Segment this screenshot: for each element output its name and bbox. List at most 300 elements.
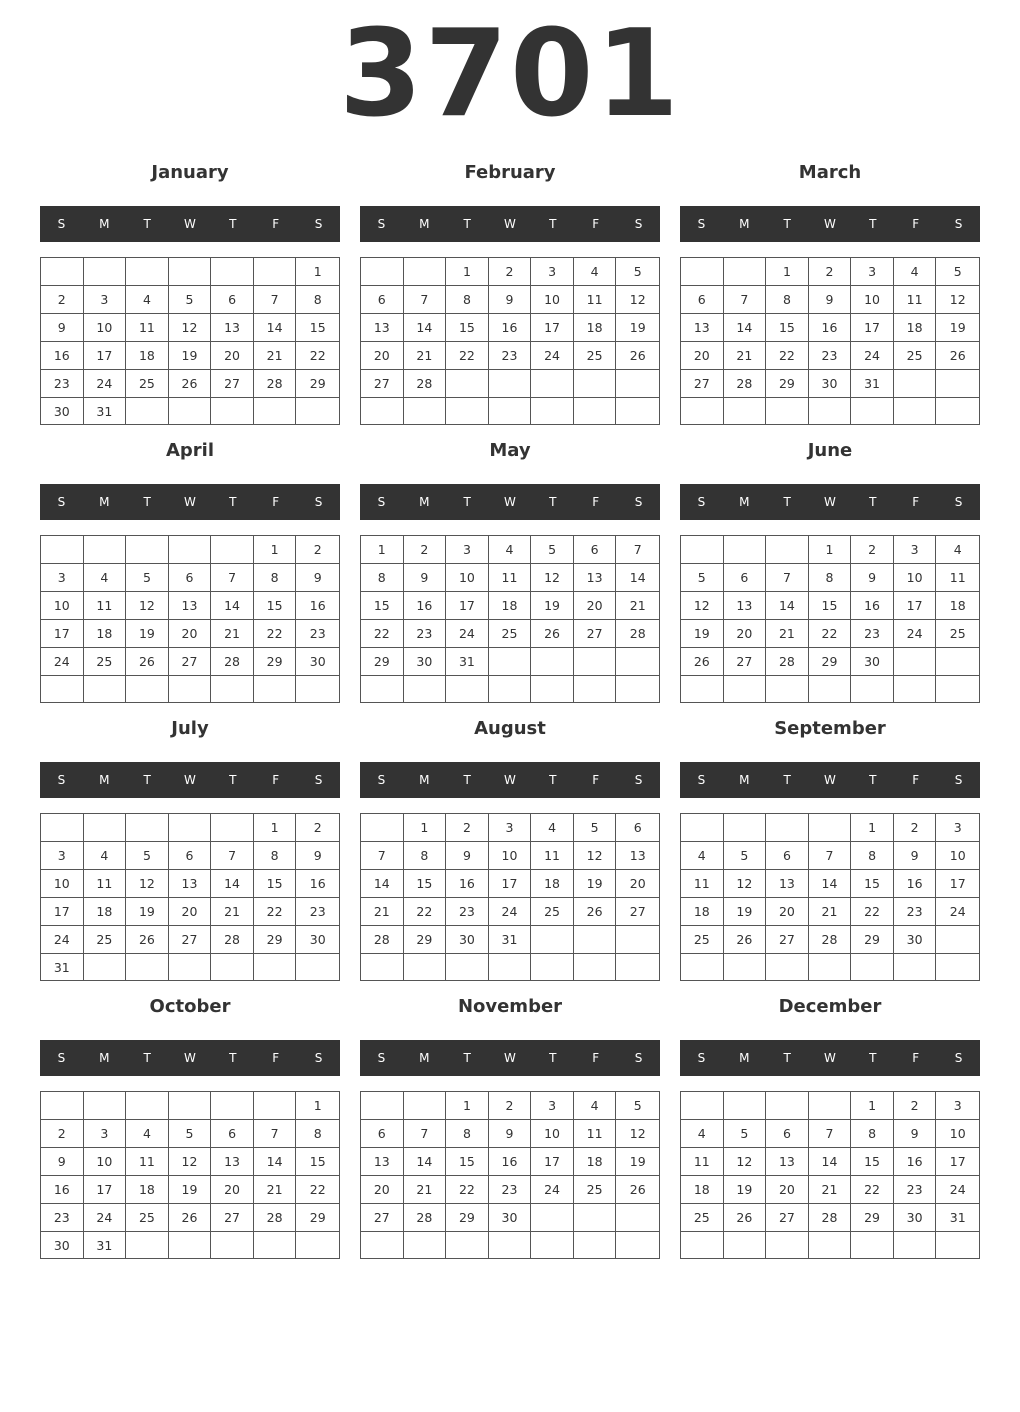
day-cell: 30 xyxy=(296,648,339,676)
weekday-label: M xyxy=(99,495,110,509)
weekday-label: T xyxy=(549,1051,557,1065)
day-cell: 13 xyxy=(361,1148,404,1176)
day-cell xyxy=(616,926,659,954)
weekday-label: W xyxy=(504,1051,516,1065)
day-cell: 24 xyxy=(894,620,937,648)
day-cell xyxy=(681,536,724,564)
day-cell: 4 xyxy=(489,536,532,564)
day-cell: 17 xyxy=(84,1176,127,1204)
day-cell: 12 xyxy=(936,286,979,314)
day-cell: 7 xyxy=(766,564,809,592)
day-cell: 2 xyxy=(296,814,339,842)
day-cell: 26 xyxy=(724,926,767,954)
day-grid xyxy=(40,813,340,981)
weekday-header xyxy=(680,1040,980,1076)
weekday-label: T xyxy=(783,1051,791,1065)
day-cell xyxy=(489,954,532,980)
weekday-header xyxy=(360,484,660,520)
day-cell: 10 xyxy=(894,564,937,592)
day-cell: 26 xyxy=(126,648,169,676)
weekday-label: T xyxy=(463,773,471,787)
day-cell: 7 xyxy=(254,286,297,314)
day-cell xyxy=(446,398,489,424)
day-cell: 23 xyxy=(296,898,339,926)
weekday-label: S xyxy=(57,217,66,231)
day-cell: 18 xyxy=(574,1148,617,1176)
day-cell xyxy=(169,1092,212,1120)
day-cell: 17 xyxy=(446,592,489,620)
day-cell xyxy=(809,954,852,980)
day-cell: 19 xyxy=(126,620,169,648)
day-cell: 30 xyxy=(446,926,489,954)
day-cell: 30 xyxy=(809,370,852,398)
year-title: 3701 xyxy=(339,5,681,144)
day-cell: 7 xyxy=(724,286,767,314)
weekday-label: S xyxy=(634,217,643,231)
day-cell xyxy=(766,1092,809,1120)
day-cell: 15 xyxy=(851,1148,894,1176)
weekday-label: S xyxy=(697,217,706,231)
weekday-label: T xyxy=(783,217,791,231)
day-cell: 16 xyxy=(894,870,937,898)
day-cell: 3 xyxy=(446,536,489,564)
day-cell: 19 xyxy=(531,592,574,620)
day-cell: 13 xyxy=(766,1148,809,1176)
day-cell: 23 xyxy=(851,620,894,648)
weekday-label: S xyxy=(57,773,66,787)
day-cell: 24 xyxy=(936,898,979,926)
day-cell xyxy=(766,954,809,980)
day-cell: 19 xyxy=(616,1148,659,1176)
day-cell: 7 xyxy=(616,536,659,564)
day-cell: 18 xyxy=(936,592,979,620)
day-cell: 20 xyxy=(681,342,724,370)
day-cell: 21 xyxy=(809,1176,852,1204)
weekday-label: M xyxy=(739,217,750,231)
day-cell: 1 xyxy=(254,814,297,842)
day-cell xyxy=(531,398,574,424)
day-cell: 27 xyxy=(766,1204,809,1232)
day-cell: 22 xyxy=(809,620,852,648)
day-cell: 26 xyxy=(616,342,659,370)
day-cell: 28 xyxy=(361,926,404,954)
day-cell: 21 xyxy=(211,898,254,926)
day-cell: 2 xyxy=(851,536,894,564)
day-cell xyxy=(851,954,894,980)
weekday-label: S xyxy=(634,495,643,509)
day-cell: 1 xyxy=(254,536,297,564)
weekday-label: M xyxy=(739,495,750,509)
day-cell: 22 xyxy=(446,1176,489,1204)
weekday-label: T xyxy=(229,1051,237,1065)
day-cell: 24 xyxy=(489,898,532,926)
day-cell xyxy=(404,676,447,702)
day-cell: 15 xyxy=(296,1148,339,1176)
day-cell: 2 xyxy=(41,286,84,314)
day-cell: 19 xyxy=(574,870,617,898)
day-cell: 16 xyxy=(489,314,532,342)
day-cell xyxy=(489,1232,532,1258)
day-cell: 15 xyxy=(766,314,809,342)
day-cell: 3 xyxy=(41,842,84,870)
day-cell xyxy=(809,1232,852,1258)
day-cell: 31 xyxy=(446,648,489,676)
day-cell xyxy=(361,814,404,842)
day-cell: 6 xyxy=(169,842,212,870)
day-cell: 3 xyxy=(936,814,979,842)
day-cell: 4 xyxy=(574,1092,617,1120)
weekday-label: T xyxy=(869,217,877,231)
day-cell xyxy=(681,676,724,702)
day-cell xyxy=(724,1232,767,1258)
day-cell: 16 xyxy=(41,1176,84,1204)
day-cell: 24 xyxy=(84,370,127,398)
day-cell: 14 xyxy=(616,564,659,592)
day-cell xyxy=(254,1232,297,1259)
day-cell xyxy=(126,954,169,981)
day-cell xyxy=(41,676,84,702)
day-cell xyxy=(361,398,404,424)
day-cell xyxy=(574,648,617,676)
day-cell: 3 xyxy=(84,286,127,314)
day-cell: 21 xyxy=(254,1176,297,1204)
day-cell: 29 xyxy=(296,1204,339,1232)
day-cell: 17 xyxy=(41,620,84,648)
day-cell xyxy=(724,954,767,980)
day-cell xyxy=(361,1232,404,1258)
weekday-header xyxy=(680,762,980,798)
day-cell: 18 xyxy=(681,898,724,926)
day-cell: 18 xyxy=(126,1176,169,1204)
day-cell: 8 xyxy=(361,564,404,592)
weekday-label: S xyxy=(697,1051,706,1065)
day-cell: 4 xyxy=(531,814,574,842)
day-cell: 28 xyxy=(211,648,254,676)
weekday-header xyxy=(40,1040,340,1076)
day-cell xyxy=(766,814,809,842)
day-cell: 11 xyxy=(84,870,127,898)
day-cell xyxy=(574,926,617,954)
day-cell: 18 xyxy=(681,1176,724,1204)
day-cell: 15 xyxy=(254,870,297,898)
weekday-label: M xyxy=(419,1051,430,1065)
day-cell xyxy=(211,1092,254,1120)
weekday-label: S xyxy=(954,1051,963,1065)
day-cell: 13 xyxy=(766,870,809,898)
day-cell: 14 xyxy=(404,1148,447,1176)
day-cell: 19 xyxy=(936,314,979,342)
day-cell: 21 xyxy=(724,342,767,370)
weekday-label: S xyxy=(57,1051,66,1065)
day-cell xyxy=(531,1232,574,1258)
day-cell: 11 xyxy=(489,564,532,592)
day-cell: 4 xyxy=(894,258,937,286)
day-cell: 31 xyxy=(489,926,532,954)
day-cell: 14 xyxy=(211,870,254,898)
day-cell: 12 xyxy=(616,286,659,314)
day-cell: 6 xyxy=(724,564,767,592)
day-cell xyxy=(809,676,852,702)
weekday-label: S xyxy=(954,495,963,509)
day-grid xyxy=(360,535,660,703)
day-cell xyxy=(211,814,254,842)
day-cell: 12 xyxy=(724,1148,767,1176)
day-cell: 8 xyxy=(404,842,447,870)
weekday-label: T xyxy=(549,495,557,509)
day-cell: 16 xyxy=(894,1148,937,1176)
day-cell: 22 xyxy=(851,1176,894,1204)
day-cell xyxy=(41,536,84,564)
day-cell: 6 xyxy=(766,842,809,870)
weekday-label: M xyxy=(739,1051,750,1065)
day-cell: 10 xyxy=(936,1120,979,1148)
day-cell: 26 xyxy=(169,370,212,398)
day-cell: 17 xyxy=(531,1148,574,1176)
day-cell: 23 xyxy=(809,342,852,370)
day-cell xyxy=(616,1232,659,1258)
day-cell xyxy=(809,814,852,842)
day-cell: 21 xyxy=(809,898,852,926)
day-cell: 22 xyxy=(851,898,894,926)
day-cell: 26 xyxy=(126,926,169,954)
day-cell: 24 xyxy=(41,926,84,954)
day-cell: 30 xyxy=(404,648,447,676)
weekday-label: M xyxy=(99,773,110,787)
day-cell: 8 xyxy=(446,1120,489,1148)
day-cell xyxy=(254,676,297,702)
day-cell xyxy=(169,536,212,564)
day-cell: 12 xyxy=(681,592,724,620)
day-grid xyxy=(40,535,340,703)
day-cell: 6 xyxy=(211,286,254,314)
day-cell: 8 xyxy=(809,564,852,592)
day-cell: 31 xyxy=(84,1232,127,1259)
day-cell: 28 xyxy=(404,1204,447,1232)
day-cell: 7 xyxy=(809,842,852,870)
day-cell xyxy=(169,258,212,286)
day-cell: 29 xyxy=(404,926,447,954)
weekday-label: M xyxy=(739,773,750,787)
day-cell: 10 xyxy=(41,592,84,620)
day-cell: 18 xyxy=(574,314,617,342)
day-cell: 19 xyxy=(681,620,724,648)
day-cell: 5 xyxy=(616,258,659,286)
day-cell: 25 xyxy=(681,1204,724,1232)
day-cell: 29 xyxy=(361,648,404,676)
day-cell: 15 xyxy=(296,314,339,342)
day-cell: 2 xyxy=(296,536,339,564)
day-cell xyxy=(126,814,169,842)
day-cell: 8 xyxy=(296,1120,339,1148)
day-cell: 27 xyxy=(616,898,659,926)
day-cell xyxy=(404,398,447,424)
day-cell xyxy=(211,258,254,286)
day-cell xyxy=(809,398,852,424)
day-cell: 20 xyxy=(766,898,809,926)
month-name: December xyxy=(778,996,882,1017)
day-cell: 1 xyxy=(809,536,852,564)
day-grid xyxy=(360,1091,660,1259)
weekday-label: T xyxy=(229,773,237,787)
day-cell: 15 xyxy=(404,870,447,898)
day-cell: 30 xyxy=(489,1204,532,1232)
day-cell: 2 xyxy=(404,536,447,564)
day-cell: 29 xyxy=(446,1204,489,1232)
day-cell: 12 xyxy=(574,842,617,870)
day-cell: 22 xyxy=(296,342,339,370)
day-cell: 8 xyxy=(254,842,297,870)
day-cell: 11 xyxy=(574,286,617,314)
day-cell xyxy=(724,398,767,424)
day-cell: 2 xyxy=(489,258,532,286)
day-cell: 22 xyxy=(254,620,297,648)
day-cell: 27 xyxy=(766,926,809,954)
weekday-label: T xyxy=(783,495,791,509)
day-cell: 14 xyxy=(254,314,297,342)
day-cell xyxy=(489,370,532,398)
weekday-label: W xyxy=(504,217,516,231)
day-cell: 27 xyxy=(724,648,767,676)
weekday-label: S xyxy=(314,1051,323,1065)
day-cell: 17 xyxy=(84,342,127,370)
day-cell: 7 xyxy=(404,286,447,314)
day-cell: 20 xyxy=(574,592,617,620)
day-cell: 16 xyxy=(446,870,489,898)
day-cell: 11 xyxy=(126,1148,169,1176)
day-cell: 9 xyxy=(489,286,532,314)
day-cell xyxy=(296,1232,339,1259)
day-cell xyxy=(531,926,574,954)
day-cell: 21 xyxy=(404,1176,447,1204)
day-cell: 3 xyxy=(84,1120,127,1148)
day-cell: 18 xyxy=(489,592,532,620)
day-cell xyxy=(531,370,574,398)
day-cell: 15 xyxy=(446,314,489,342)
day-cell: 28 xyxy=(724,370,767,398)
day-cell: 15 xyxy=(851,870,894,898)
day-cell xyxy=(169,676,212,702)
day-cell: 8 xyxy=(446,286,489,314)
day-cell: 17 xyxy=(531,314,574,342)
day-cell: 2 xyxy=(41,1120,84,1148)
day-cell: 25 xyxy=(84,648,127,676)
day-cell: 12 xyxy=(169,314,212,342)
month-name: February xyxy=(464,162,556,183)
weekday-label: T xyxy=(549,217,557,231)
day-cell: 27 xyxy=(211,370,254,398)
day-cell: 14 xyxy=(361,870,404,898)
weekday-label: W xyxy=(504,773,516,787)
day-cell: 10 xyxy=(446,564,489,592)
day-cell: 14 xyxy=(254,1148,297,1176)
day-cell xyxy=(616,370,659,398)
weekday-label: W xyxy=(824,495,836,509)
day-cell: 8 xyxy=(296,286,339,314)
day-cell xyxy=(404,258,447,286)
day-cell: 28 xyxy=(211,926,254,954)
day-cell xyxy=(681,814,724,842)
day-cell: 23 xyxy=(894,898,937,926)
day-cell xyxy=(681,258,724,286)
weekday-header xyxy=(40,762,340,798)
day-cell xyxy=(41,1092,84,1120)
day-cell: 8 xyxy=(851,842,894,870)
day-cell: 10 xyxy=(936,842,979,870)
day-cell: 9 xyxy=(404,564,447,592)
day-cell: 9 xyxy=(296,564,339,592)
day-cell: 22 xyxy=(404,898,447,926)
weekday-label: F xyxy=(912,217,920,231)
day-cell xyxy=(361,258,404,286)
day-cell: 4 xyxy=(681,842,724,870)
day-cell: 21 xyxy=(616,592,659,620)
day-cell: 10 xyxy=(41,870,84,898)
day-cell xyxy=(616,398,659,424)
weekday-label: W xyxy=(504,495,516,509)
day-cell: 27 xyxy=(361,370,404,398)
day-cell xyxy=(894,954,937,980)
day-cell: 10 xyxy=(851,286,894,314)
day-cell xyxy=(254,954,297,981)
day-cell: 17 xyxy=(936,1148,979,1176)
day-cell xyxy=(809,1092,852,1120)
weekday-label: S xyxy=(954,217,963,231)
weekday-label: M xyxy=(419,773,430,787)
weekday-header xyxy=(40,206,340,242)
day-cell xyxy=(766,536,809,564)
day-cell xyxy=(766,676,809,702)
day-cell: 18 xyxy=(531,870,574,898)
day-cell xyxy=(936,370,979,398)
day-cell: 23 xyxy=(446,898,489,926)
weekday-label: M xyxy=(99,217,110,231)
day-cell: 5 xyxy=(531,536,574,564)
day-cell: 1 xyxy=(851,1092,894,1120)
weekday-label: T xyxy=(783,773,791,787)
day-cell: 12 xyxy=(724,870,767,898)
day-cell xyxy=(574,954,617,980)
day-cell: 3 xyxy=(531,258,574,286)
day-cell: 4 xyxy=(84,842,127,870)
day-cell: 9 xyxy=(489,1120,532,1148)
day-grid xyxy=(360,257,660,425)
day-cell: 3 xyxy=(489,814,532,842)
day-cell: 22 xyxy=(296,1176,339,1204)
day-cell: 14 xyxy=(766,592,809,620)
day-cell xyxy=(724,1092,767,1120)
weekday-label: F xyxy=(272,495,280,509)
weekday-header xyxy=(40,484,340,520)
weekday-label: S xyxy=(57,495,66,509)
day-cell xyxy=(84,1092,127,1120)
day-cell: 12 xyxy=(126,870,169,898)
day-cell: 5 xyxy=(616,1092,659,1120)
day-cell: 5 xyxy=(169,286,212,314)
day-cell: 25 xyxy=(126,370,169,398)
day-cell: 18 xyxy=(894,314,937,342)
day-cell: 5 xyxy=(724,842,767,870)
weekday-label: M xyxy=(99,1051,110,1065)
day-cell: 20 xyxy=(211,342,254,370)
day-cell: 28 xyxy=(254,1204,297,1232)
weekday-label: F xyxy=(272,773,280,787)
day-cell: 13 xyxy=(169,592,212,620)
day-cell: 25 xyxy=(489,620,532,648)
day-cell xyxy=(936,954,979,980)
day-cell: 26 xyxy=(681,648,724,676)
day-cell: 2 xyxy=(894,814,937,842)
weekday-label: T xyxy=(143,1051,151,1065)
